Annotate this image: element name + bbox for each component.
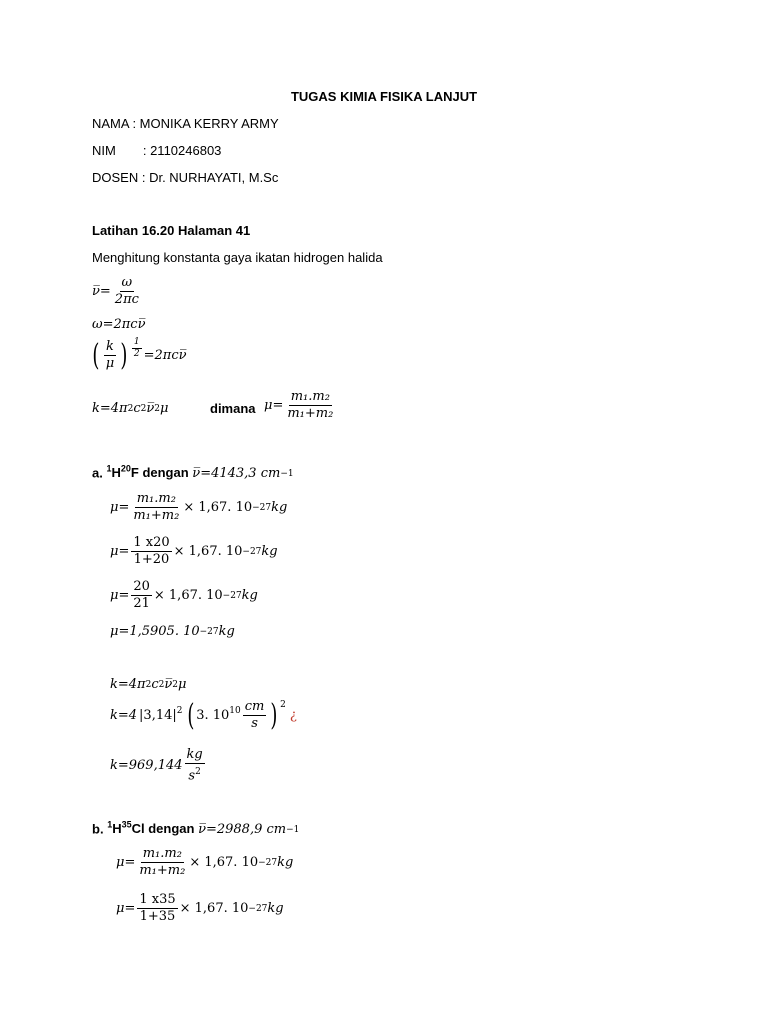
part-a-k-result-s: s [188,768,196,784]
part-a-mu-result-exp: −27 [199,626,219,637]
part-a-isotope-x: 20 [120,464,131,474]
part-b-label: b. [92,821,104,837]
part-a-k2-start: k=4 [110,708,138,723]
half-num: 1 [133,337,140,347]
part-a-mu1-exp: −27 [252,502,272,513]
part-a-elem-x: F dengan [130,465,189,481]
part-a-k-result-value: k=969,144 [110,758,183,774]
part-b-mu-general [116,847,293,878]
part-a-nu: ν̅=4143,3 cm [192,466,281,482]
part-a-mu-result [110,624,235,639]
part-a-mu3-kg: kg [241,588,258,603]
formula-wavenumber [92,276,143,307]
part-a-mu-result-kg: kg [218,624,235,639]
part-a-mu3-lhs: μ= [110,588,130,603]
part-a-mu-result-value: μ=1,5905. 10 [110,624,200,639]
part-b-mu1-kg: kg [277,855,294,870]
nim-label: NIM [92,143,116,158]
part-a-k2-exp: 10 [229,705,241,716]
part-a-k1-mu: μ [177,677,187,692]
part-a-mu2-kg: kg [261,544,278,559]
part-a-k2-inv-q: ¿ [289,708,297,723]
part-a-mu-simplified [110,580,258,611]
part-a-k-result: k=969,144 $\frac{kg}{s^2}$ [110,747,203,784]
student-name: NAMA : MONIKA KERRY ARMY [92,116,279,131]
exercise-heading: Latihan 16.20 Halaman 41 [92,223,251,238]
nim-value: : 2110246803 [142,143,222,158]
k-root-rhs: =2πcν̅ [143,348,187,363]
document-title: TUGAS KIMIA FISIKA LANJUT [290,89,478,104]
part-b-mu2-den: 1+35 [139,909,176,924]
part-a-k-formula: k=4π 2 c 2 ν̅ 2 μ [110,677,187,692]
reduced-mass-fraction [285,390,335,421]
part-a-k-substitution: k=4 |3,14| $^2$ ( 3. 10 $^{10}$ $\frac{cm}{s}$ ) $^2$ ¿ [110,697,297,733]
part-b-elem-x: Cl dengan [131,821,195,837]
part-a-isotope-h: 1 [106,464,112,474]
lecturer-name: DOSEN : Dr. NURHAYATI, M.Sc [92,170,279,185]
part-b-isotope-h: 1 [107,820,113,830]
part-a-mu2-factor: × 1,67. 10 [173,544,243,559]
part-a-mu2-exp: −27 [242,546,262,557]
part-a-k1-nu: ν̅ [164,677,173,692]
k-eq-start: k=4π [92,401,128,416]
part-b-nu-exp: −1 [286,824,300,835]
part-b-elem-h: H [112,821,122,837]
part-a-mu-sub [110,536,278,567]
part-a-mu-general [110,492,287,523]
part-a-elem-h: H [111,465,121,481]
m1m2-num: m₁.m₂ [290,389,330,404]
part-a-k2-s: s [251,716,258,731]
k-num: k [106,339,114,354]
part-a-k1-c: c [151,677,159,692]
part-b-mu-sub [116,893,284,924]
part-a-k2-pi: |3,14| [139,708,177,723]
part-a-nu-exp: −1 [280,468,294,479]
formula-force-constant: k=4π 2 c 2 ν̅ 2 μ [92,401,169,416]
part-b-nu: ν̅=2988,9 cm [198,822,287,838]
k-eq-mu: μ [159,401,169,416]
half-exponent [132,338,142,359]
part-a-mu1-den: m₁+m₂ [133,508,180,523]
part-a-label: a. [92,465,103,481]
part-a-mu1-lhs: μ= [110,500,130,515]
part-b-mu2-exp: −27 [248,903,268,914]
part-b-mu1-lhs: μ= [116,855,136,870]
part-b-mu2-factor: × 1,67. 10 [179,901,249,916]
part-a-mu2-num: 1 x20 [133,535,170,550]
part-a-k1-start: k=4π [110,677,146,692]
dimana-label: dimana [210,401,256,416]
exercise-intro: Menghitung konstanta gaya ikatan hidrogen halida [92,250,383,265]
k-eq-nu: ν̅ [146,401,155,416]
part-b-mu1-num: m₁.m₂ [142,846,182,861]
omega-fraction [113,276,141,307]
part-b-mu2-kg: kg [267,901,284,916]
part-b-mu2-lhs: μ= [116,901,136,916]
half-den: 2 [133,349,140,359]
part-a-mu2-den: 1+20 [133,552,170,567]
part-a-k2-cm: cm [244,699,265,714]
mu-den: μ [105,356,115,371]
k-over-mu [104,340,116,371]
part-a-mu2-lhs: μ= [110,544,130,559]
part-b-mu2-num: 1 x35 [139,892,176,907]
k-eq-c: c [133,401,141,416]
part-b-mu1-den: m₁+m₂ [139,863,186,878]
wavenumber-lhs: ν̅= [92,284,111,299]
part-a-mu3-den: 21 [133,596,150,611]
omega-num: ω [121,275,133,290]
part-b-heading [92,820,299,837]
student-nim [92,143,221,158]
part-b-mu1-factor: × 1,67. 10 [189,855,259,870]
part-a-mu1-num: m₁.m₂ [136,491,176,506]
part-a-heading [92,464,294,481]
part-a-k-result-kg: kg [186,747,203,762]
part-a-mu3-exp: −27 [222,590,242,601]
part-a-mu3-factor: × 1,67. 10 [153,588,223,603]
formula-reduced-mass [264,390,337,421]
part-a-k2-c: 3. 10 [196,708,230,723]
two-pi-c-den: 2πc [114,292,139,307]
formula-k-mu-root: ( $\frac{k}{\mu}$ ) $\frac{1}{2}$ =2πcν̅ [92,337,187,373]
formula-omega: ω=2πcν̅ [92,317,146,332]
part-a-mu1-kg: kg [271,500,288,515]
part-a-mu1-factor: × 1,67. 10 [183,500,253,515]
part-b-isotope-x: 35 [121,820,132,830]
part-a-mu3-num: 20 [133,579,150,594]
m1plusm2-den: m₁+m₂ [287,406,334,421]
part-b-mu1-exp: −27 [258,857,278,868]
reduced-mass-lhs: μ= [264,398,284,413]
